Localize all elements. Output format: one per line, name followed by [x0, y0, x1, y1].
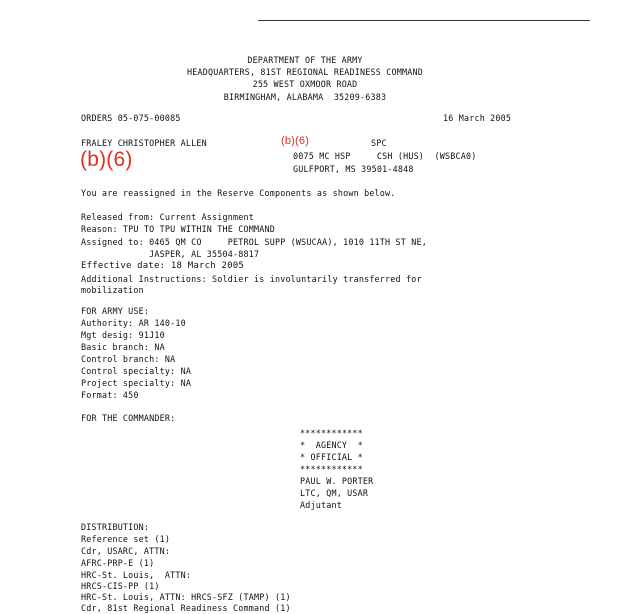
- distribution-line: Reference set (1): [81, 534, 171, 544]
- header-line-4: BIRMINGHAM, ALABAMA 35209-6383: [223, 92, 387, 102]
- army-use-line: Control specialty: NA: [81, 366, 192, 376]
- intro-text: You are reassigned in the Reserve Components as shown below.: [81, 188, 396, 198]
- distribution-line: Cdr, USARC, ATTN:: [81, 546, 171, 556]
- signer-rank: LTC, QM, USAR: [300, 488, 369, 498]
- army-use-line: Control branch: NA: [81, 354, 176, 364]
- agency-stars-bottom: ************: [300, 464, 363, 474]
- agency-line: * AGENCY *: [300, 440, 363, 450]
- distribution-line: HRC-St. Louis, ATTN: HRCS-SFZ (TAMP) (1): [81, 592, 291, 602]
- distribution-line: AFRC-PRP-E (1): [81, 558, 155, 568]
- signer-name: PAUL W. PORTER: [300, 476, 374, 486]
- released-from: Released from: Current Assignment: [81, 212, 254, 222]
- agency-stars-top: ************: [300, 428, 363, 438]
- distribution-heading: DISTRIBUTION:: [81, 522, 150, 532]
- additional-instructions-2: mobilization: [81, 285, 144, 295]
- redaction-small: (b)(6): [281, 135, 310, 147]
- header-line-1: DEPARTMENT OF THE ARMY: [247, 55, 363, 65]
- distribution-line: Cdr, 81st Regional Readiness Command (1): [81, 603, 291, 613]
- redaction-large: (b)(6): [80, 148, 133, 171]
- army-use-line: Format: 450: [81, 390, 139, 400]
- orders-number: ORDERS 05-075-00085: [81, 113, 181, 123]
- assigned-to-2: JASPER, AL 35504-8817: [81, 249, 260, 259]
- distribution-line: HRCS-CIS-PP (1): [81, 581, 160, 591]
- unit-line-2: GULFPORT, MS 39501-4848: [293, 164, 414, 174]
- army-use-line: Basic branch: NA: [81, 342, 165, 352]
- effective-date: Effective date: 18 March 2005: [81, 261, 244, 271]
- unit-line-1: 0075 MC HSP CSH (HUS) (WSBCA0): [293, 151, 477, 161]
- top-scan-rule: [258, 20, 590, 21]
- for-the-commander: FOR THE COMMANDER:: [81, 413, 176, 423]
- army-use-line: Project specialty: NA: [81, 378, 192, 388]
- distribution-line: HRC-St. Louis, ATTN:: [81, 570, 192, 580]
- army-use-line: Authority: AR 140-10: [81, 318, 186, 328]
- army-use-line: Mgt desig: 91J10: [81, 330, 165, 340]
- soldier-name: FRALEY CHRISTOPHER ALLEN: [81, 138, 207, 148]
- official-line: * OFFICIAL *: [300, 452, 363, 462]
- reason: Reason: TPU TO TPU WITHIN THE COMMAND: [81, 224, 275, 234]
- army-use-heading: FOR ARMY USE:: [81, 306, 150, 316]
- header-line-2: HEADQUARTERS, 81ST REGIONAL READINESS COMMAND: [187, 67, 423, 77]
- header-line-3: 255 WEST OXMOOR ROAD: [252, 79, 358, 89]
- order-date: 16 March 2005: [443, 113, 512, 123]
- signer-title: Adjutant: [300, 500, 342, 510]
- soldier-rank: SPC: [371, 138, 387, 148]
- assigned-to-1: Assigned to: 0465 QM CO PETROL SUPP (WSUCAA), 1010 11TH ST NE,: [81, 237, 427, 247]
- additional-instructions-1: Additional Instructions: Soldier is involuntarily transferred for: [81, 274, 422, 284]
